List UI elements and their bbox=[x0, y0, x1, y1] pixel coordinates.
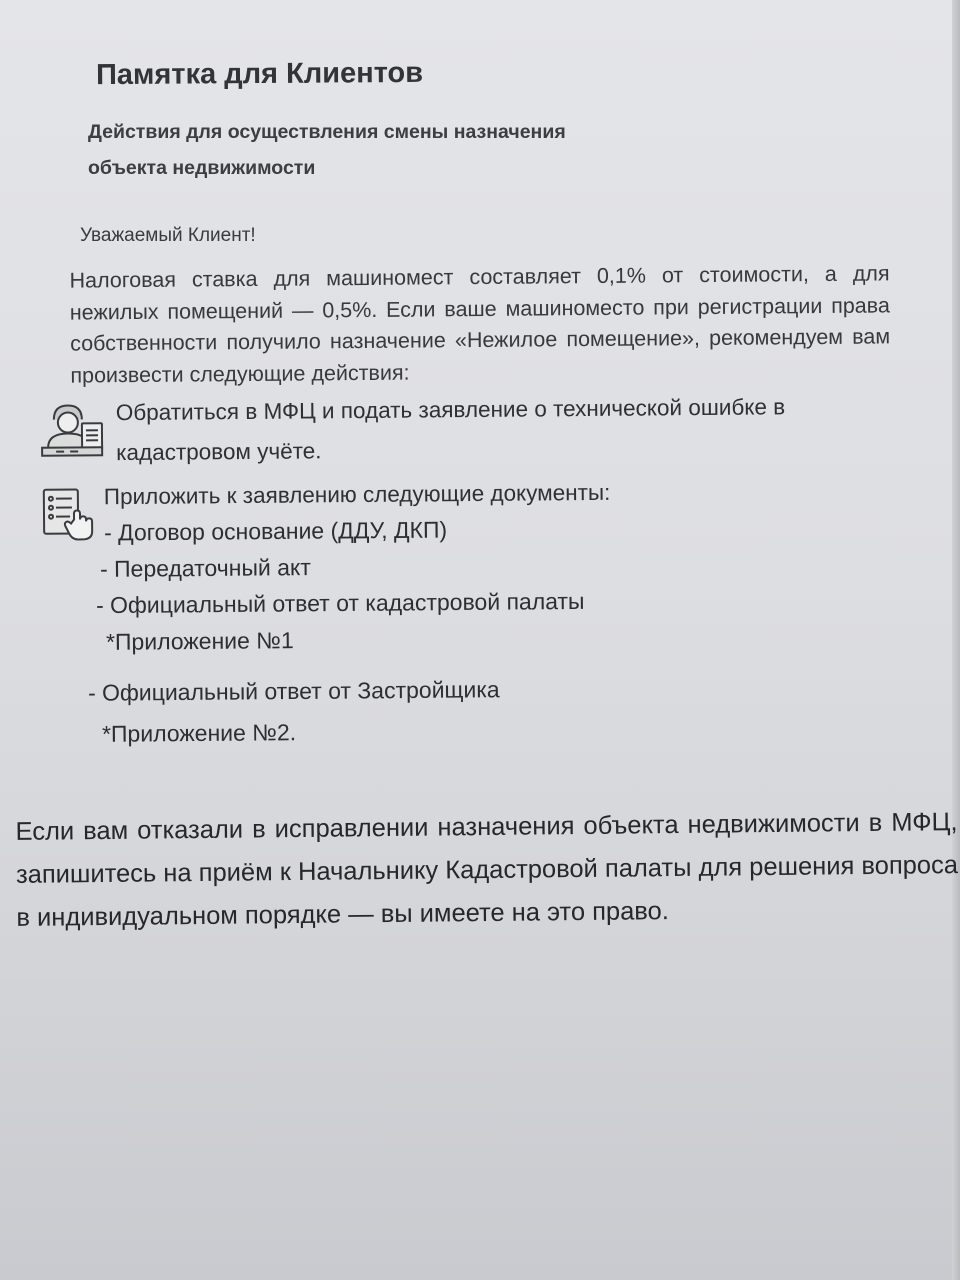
page-subtitle: Действия для осуществления смены назначения объекта недвижимости bbox=[88, 121, 566, 179]
step-apply-mfc bbox=[40, 394, 911, 474]
greeting: Уважаемый Клиент! bbox=[80, 225, 256, 246]
document-item: - Передаточный акт bbox=[99, 554, 311, 582]
document-item: - Официальный ответ от Застройщика bbox=[87, 676, 500, 706]
document-checklist-icon bbox=[40, 485, 97, 545]
page-title: Памятка для Клиентов bbox=[95, 56, 424, 92]
document-item: *Приложение №2. bbox=[101, 719, 297, 747]
intro-paragraph: Налоговая ставка для машиномест составляет 0,1% от стоимости, а для нежилых помещений — 0,5%. Если ваше машиноместо при регистрации права собственности получило назначение «Нежилое помещение», рекомендуем вам произвести следующие действия: bbox=[69, 261, 891, 388]
document-item: - Официальный ответ от кадастровой палаты bbox=[95, 587, 585, 619]
closing-paragraph: Если вам отказали в исправлении назначения объекта недвижимости в МФЦ, запишитесь на приём к Начальнику Кадастровой палаты для решения вопроса в индивидуальном порядке — вы имеете на это право. bbox=[15, 808, 959, 932]
step-1-text: Обратиться в МФЦ и подать заявление о технической ошибке в кадастровом учёте. bbox=[115, 394, 786, 466]
document-item: *Приложение №1 bbox=[105, 627, 294, 655]
document-item: - Договор основание (ДДУ, ДКП) bbox=[103, 516, 448, 546]
clerk-at-desk-icon bbox=[40, 401, 107, 460]
step-2-text: Приложить к заявлению следующие документы: bbox=[103, 479, 611, 510]
